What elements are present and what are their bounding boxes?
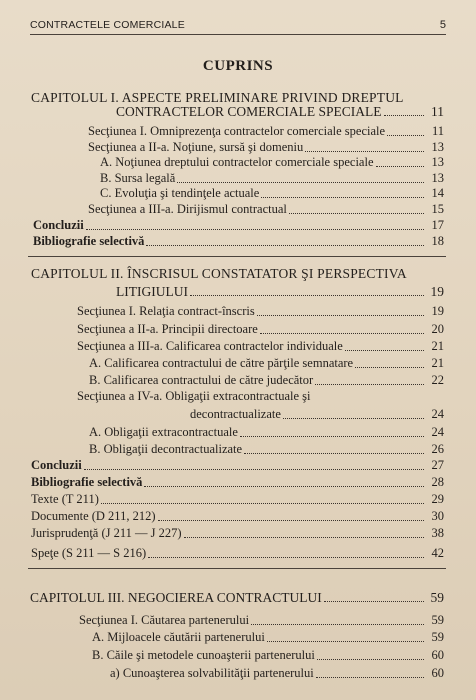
toc-entry <box>31 475 444 490</box>
toc-entry <box>88 202 444 217</box>
toc-title: CUPRINS <box>202 58 274 74</box>
toc-entry <box>190 407 444 422</box>
dot-leader <box>144 486 424 487</box>
toc-entry-text: Concluzii <box>33 218 84 232</box>
toc-entry-text: Secţiunea a IV-a. Obligaţii extracontractuale şi <box>77 389 311 403</box>
toc-entry <box>79 613 444 628</box>
dot-leader <box>355 367 424 368</box>
toc-entry <box>31 492 444 507</box>
toc-entry-text: B. Căile şi metodele cunoaşterii partenerului <box>92 648 315 662</box>
toc-entry-text: Secţiunea a III-a. Dirijismul contractual <box>88 202 287 216</box>
toc-entry <box>92 630 444 645</box>
toc-entry-text: B. Calificarea contractului de către judecător <box>89 373 314 387</box>
running-head: CONTRACTELE COMERCIALE <box>30 19 185 31</box>
toc-entry-page: 28 <box>431 475 444 489</box>
dot-leader <box>101 503 424 504</box>
toc-entry <box>89 356 444 371</box>
toc-entry-text: A. Mijloacele căutării partenerului <box>92 630 265 644</box>
chapter-2-heading-line1: CAPITOLUL II. ÎNSCRISUL CONSTATATOR ŞI PERSPECTIVA <box>31 266 407 281</box>
toc-entry-page: 19 <box>431 304 444 318</box>
toc-entry <box>100 186 444 201</box>
toc-entry <box>89 425 444 440</box>
toc-entry-text: Jurisprudenţă (J 211 — J 227) <box>31 526 182 540</box>
toc-entry <box>88 140 444 155</box>
toc-entry-text: C. Evoluţia şi tendinţele actuale <box>100 186 260 200</box>
dot-leader <box>384 115 424 116</box>
toc-entry-page: 18 <box>431 234 444 248</box>
page-header <box>30 14 446 35</box>
toc-entry-text: B. Sursa legală <box>100 171 176 185</box>
toc-entry-page: 11 <box>431 124 444 138</box>
toc-entry-page: 24 <box>431 407 444 421</box>
chapter-3-page: 59 <box>430 590 444 605</box>
toc-entry <box>33 234 444 249</box>
toc-entry-text: Bibliografie selectivă <box>31 475 143 489</box>
dot-leader <box>158 520 424 521</box>
chapter-2-heading <box>116 284 444 299</box>
toc-entry <box>88 124 444 139</box>
chapter-1-heading-line2: CONTRACTELOR COMERCIALE SPECIALE <box>116 104 382 119</box>
dot-leader <box>251 624 424 625</box>
dot-leader <box>190 295 424 296</box>
toc-entry-page: 15 <box>431 202 444 216</box>
toc-entry <box>77 339 444 354</box>
toc-entry-text: a) Cunoaşterea solvabilităţii partenerului <box>110 666 314 680</box>
toc-entry-text: Texte (T 211) <box>31 492 99 506</box>
dot-leader <box>283 418 424 419</box>
toc-entry-page: 59 <box>431 630 444 644</box>
toc-entry-page: 14 <box>431 186 444 200</box>
toc-entry-text: Speţe (S 211 — S 216) <box>31 546 147 560</box>
dot-leader <box>148 557 424 558</box>
dot-leader <box>317 659 424 660</box>
toc-entry-text: A. Noţiunea dreptului contractelor comerciale speciale <box>100 155 374 169</box>
toc-entry-page: 24 <box>431 425 444 439</box>
toc-entry-page: 59 <box>431 613 444 627</box>
toc-entry <box>31 526 444 541</box>
toc-entry-page: 22 <box>431 373 444 387</box>
dot-leader <box>84 469 424 470</box>
toc-entry-text: Bibliografie selectivă <box>33 234 145 248</box>
dot-leader <box>177 182 424 183</box>
toc-entry <box>77 322 444 337</box>
dot-leader <box>244 453 424 454</box>
toc-entry-text: Secţiunea a III-a. Calificarea contractelor individuale <box>77 339 343 353</box>
dot-leader <box>146 245 424 246</box>
dot-leader <box>86 229 424 230</box>
chapter-2-page: 19 <box>430 284 444 299</box>
dot-leader <box>324 601 424 602</box>
toc-entry-page: 13 <box>431 140 444 154</box>
toc-entry-page: 13 <box>431 171 444 185</box>
toc-entry-page: 42 <box>431 546 444 560</box>
toc-entry <box>31 509 444 524</box>
toc-entry <box>77 389 444 404</box>
chapter-3-heading <box>30 590 444 605</box>
chapter-1-page: 11 <box>431 104 444 119</box>
toc-entry-text: Secţiunea a II-a. Noţiune, sursă şi domeniu <box>88 140 304 154</box>
dot-leader <box>184 537 424 538</box>
dot-leader <box>316 677 424 678</box>
dot-leader <box>387 135 424 136</box>
toc-entry <box>89 373 444 388</box>
toc-entry-text: Secţiunea I. Omniprezenţa contractelor comerciale speciale <box>88 124 386 138</box>
section-rule <box>28 256 446 257</box>
dot-leader <box>289 213 424 214</box>
toc-entry <box>33 218 444 233</box>
toc-entry <box>31 458 444 473</box>
toc-entry-page: 26 <box>431 442 444 456</box>
section-rule <box>28 568 446 569</box>
toc-entry-page: 60 <box>431 666 444 680</box>
toc-entry-page: 60 <box>431 648 444 662</box>
toc-entry <box>92 648 444 663</box>
toc-entry-page: 20 <box>431 322 444 336</box>
toc-entry <box>31 546 444 561</box>
dot-leader <box>305 151 424 152</box>
toc-entry-page: 13 <box>431 155 444 169</box>
toc-entry-text: decontractualizate <box>190 407 281 421</box>
chapter-1-heading-line1: CAPITOLUL I. ASPECTE PRELIMINARE PRIVIND DREPTUL <box>31 90 404 105</box>
toc-entry-page: 17 <box>431 218 444 232</box>
toc-entry-text: Secţiunea I. Căutarea partenerului <box>79 613 250 627</box>
toc-entry-page: 21 <box>431 356 444 370</box>
dot-leader <box>260 333 424 334</box>
toc-entry-page: 38 <box>431 526 444 540</box>
chapter-3-heading-line1: CAPITOLUL III. NEGOCIEREA CONTRACTULUI <box>30 590 322 605</box>
toc-entry <box>100 171 444 186</box>
page-number: 5 <box>439 19 446 31</box>
toc-entry-page: 29 <box>431 492 444 506</box>
chapter-2-heading-line2: LITIGIULUI <box>116 284 188 299</box>
dot-leader <box>345 350 424 351</box>
toc-entry-text: Secţiunea a II-a. Principii directoare <box>77 322 258 336</box>
toc-entry <box>100 155 444 170</box>
chapter-1-heading <box>116 104 444 119</box>
toc-entry <box>110 666 444 681</box>
toc-entry-page: 30 <box>431 509 444 523</box>
dot-leader <box>257 315 424 316</box>
toc-entry-text: Secţiunea I. Relaţia contract-înscris <box>77 304 255 318</box>
toc-entry-text: A. Obligaţii extracontractuale <box>89 425 238 439</box>
toc-entry-text: Concluzii <box>31 458 82 472</box>
dot-leader <box>240 436 424 437</box>
dot-leader <box>261 197 424 198</box>
dot-leader <box>315 384 424 385</box>
toc-entry-text: B. Obligaţii decontractualizate <box>89 442 243 456</box>
dot-leader <box>376 166 425 167</box>
toc-entry-text: Documente (D 211, 212) <box>31 509 156 523</box>
toc-entry <box>77 304 444 319</box>
dot-leader <box>267 641 424 642</box>
toc-entry-text: A. Calificarea contractului de către părţile semnatare <box>89 356 354 370</box>
toc-entry <box>89 442 444 457</box>
toc-entry-page: 21 <box>431 339 444 353</box>
toc-entry-page: 27 <box>431 458 444 472</box>
